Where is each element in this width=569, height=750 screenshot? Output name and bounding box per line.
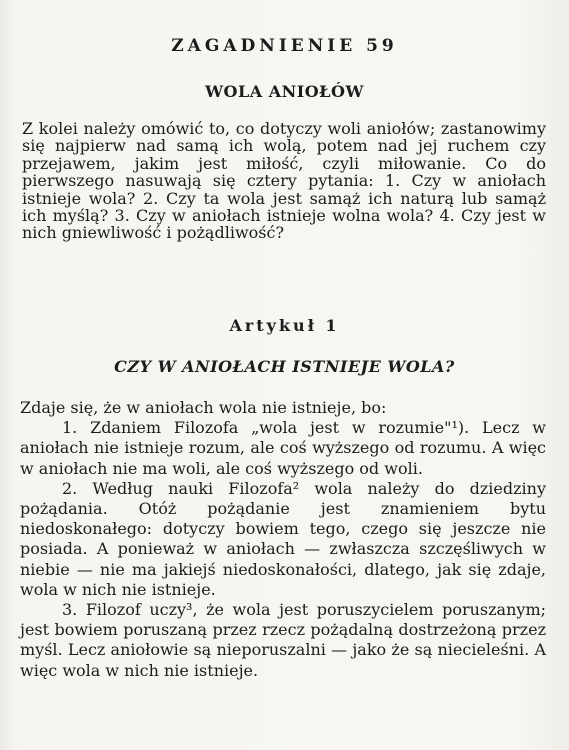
objection-3: 3. Filozof uczy³, że wola jest poruszycielem poruszanym; jest bowiem poruszaną przez rzecz pożądalną dostrzeżoną przez myśl. Lecz aniołowie są nieporuszalni — jako że są niecieleśni. A więc wola w nich nie istnieje. (20, 600, 546, 680)
objection-2: 2. Według nauki Filozofa² wola należy do dziedziny pożądania. Otóż pożądanie jest znamieniem bytu niedoskonałego: dotyczy bowiem tego, czego się jeszcze nie posiada. A ponieważ w aniołach — zwłaszcza szczęśliwych w niebie — nie ma jakiejś niedoskonałości, dlatego, jak się zdaje, wola w nich nie istnieje. (20, 478, 546, 599)
opening-sentence: Zdaje się, że w aniołach wola nie istnieje, bo: (20, 398, 387, 417)
intro-text: Z kolei należy omówić to, co dotyczy woli aniołów; zastanowimy się najpierw nad samą ich wolą, potem nad jej ruchem czy przejawem, jakim jest miłość, czyli miłowanie. Co do pierwszego nasuwają się cztery pytania: 1. Czy w aniołach istnieje wola? 2. Czy ta wola jest samąż ich naturą lub samąż ich myślą? 3. Czy w aniołach istnieje wolna wola? 4. Czy jest w nich gniewliwość i pożądliwość? (22, 119, 546, 243)
intro-paragraph (22, 120, 546, 242)
chapter-title: WOLA ANIOŁÓW (205, 82, 364, 101)
objection-1: 1. Zdaniem Filozofa „wola jest w rozumie"¹). Lecz w aniołach nie istnieje rozum, ale coś wyższego od rozumu. A więc w aniołach nie ma woli, ale coś wyższego od woli. (20, 418, 546, 478)
article-title: CZY W ANIOŁACH ISTNIEJE WOLA? (114, 357, 455, 376)
article-body (20, 398, 546, 681)
article-number: Artykuł 1 (229, 316, 340, 335)
running-head: ZAGADNIENIE 59 (171, 36, 398, 56)
